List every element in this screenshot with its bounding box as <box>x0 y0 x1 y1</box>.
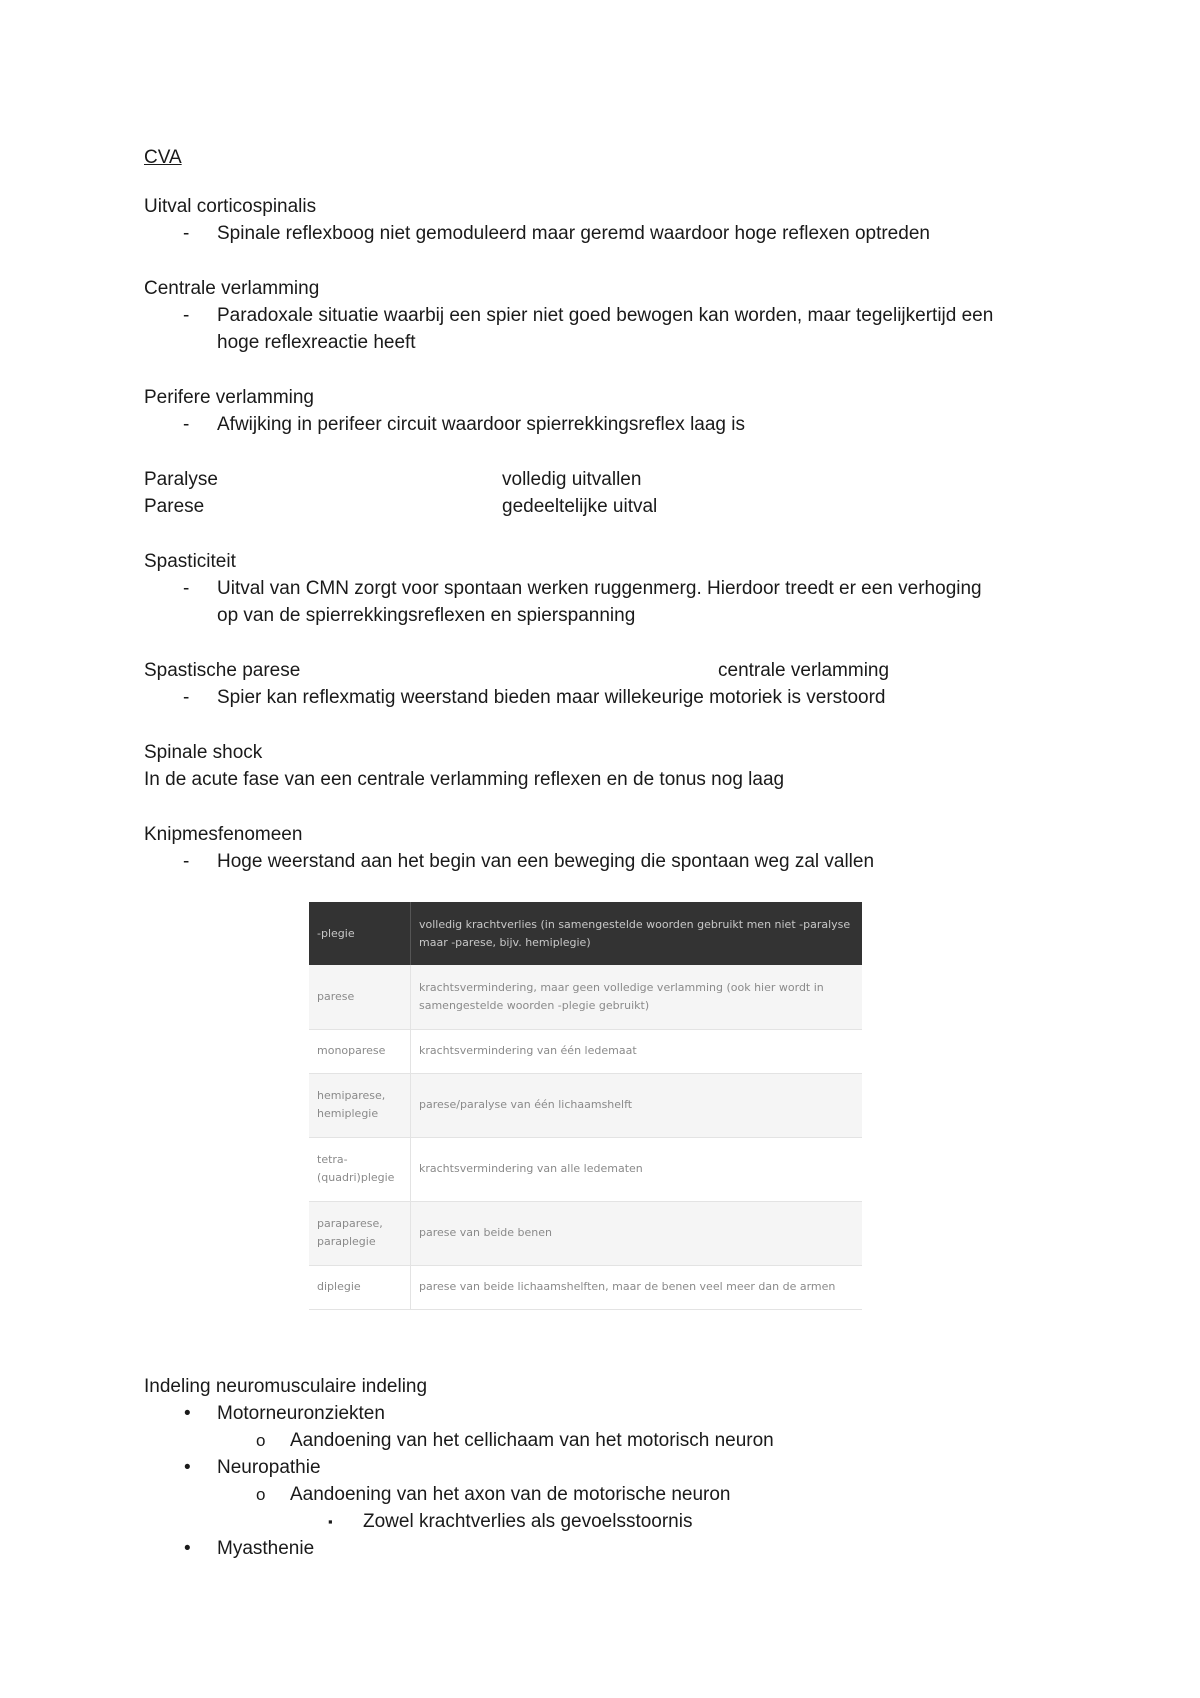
dash-marker: - <box>183 578 190 599</box>
bullet-marker: • <box>184 1457 191 1478</box>
table-cell: -plegie <box>309 902 411 965</box>
dash-marker: - <box>183 223 190 244</box>
list-item-continued: op van de spierrekkingsreflexen en spierspanning <box>217 605 636 626</box>
dash-marker: - <box>183 851 190 872</box>
list-item: Afwijking in perifeer circuit waardoor spierrekkingsreflex laag is <box>217 414 745 435</box>
table-cell: parese van beide lichaamshelften, maar de benen veel meer dan de armen <box>411 1265 863 1309</box>
dash-marker: - <box>183 687 190 708</box>
table-cell: tetra-(quadri)plegie <box>309 1137 411 1201</box>
table-cell: parese <box>309 965 411 1029</box>
table-cell: parese van beide benen <box>411 1201 863 1265</box>
definition-desc: volledig uitvallen <box>502 469 642 490</box>
sub-sub-bullet-marker: ▪ <box>328 1514 333 1529</box>
list-item: Neuropathie <box>217 1457 321 1478</box>
table-cell: paraparese, paraplegie <box>309 1201 411 1265</box>
page-title: CVA <box>144 147 182 168</box>
section-title: Uitval corticospinalis <box>144 196 317 217</box>
side-note: centrale verlamming <box>718 660 890 681</box>
bullet-marker: • <box>184 1538 191 1559</box>
section-title: Indeling neuromusculaire indeling <box>144 1376 428 1397</box>
sub-sub-list-item: Zowel krachtverlies als gevoelsstoornis <box>363 1511 693 1532</box>
list-item-continued: hoge reflexreactie heeft <box>217 332 416 353</box>
section-title: Centrale verlamming <box>144 278 320 299</box>
table-cell: krachtsvermindering van alle ledematen <box>411 1137 863 1201</box>
table-cell: parese/paralyse van één lichaamshelft <box>411 1073 863 1137</box>
table-row <box>309 1265 862 1309</box>
paragraph: In de acute fase van een centrale verlamming reflexen en de tonus nog laag <box>144 769 785 790</box>
list-item: Paradoxale situatie waarbij een spier niet goed bewogen kan worden, maar tegelijkertijd een <box>217 305 994 326</box>
table-row <box>309 1029 862 1073</box>
section-title: Spastische parese <box>144 660 301 681</box>
dash-marker: - <box>183 414 190 435</box>
section-title: Spasticiteit <box>144 551 236 572</box>
table-row <box>309 1201 862 1265</box>
table-row <box>309 965 862 1029</box>
table-cell: krachtsvermindering van één ledemaat <box>411 1029 863 1073</box>
section-title: Knipmesfenomeen <box>144 824 303 845</box>
table-cell: diplegie <box>309 1265 411 1309</box>
table-cell: krachtsvermindering, maar geen volledige verlamming (ook hier wordt in samengestelde woorden -plegie gebruikt) <box>411 965 863 1029</box>
sub-bullet-marker: o <box>256 1485 266 1504</box>
sub-list-item: Aandoening van het cellichaam van het motorisch neuron <box>290 1430 774 1451</box>
sub-list-item: Aandoening van het axon van de motorische neuron <box>290 1484 731 1505</box>
list-item: Motorneuronziekten <box>217 1403 385 1424</box>
table-row <box>309 1073 862 1137</box>
dash-marker: - <box>183 305 190 326</box>
table-row <box>309 1137 862 1201</box>
list-item: Myasthenie <box>217 1538 315 1559</box>
table-cell: monoparese <box>309 1029 411 1073</box>
list-item: Hoge weerstand aan het begin van een beweging die spontaan weg zal vallen <box>217 851 875 872</box>
list-item: Uitval van CMN zorgt voor spontaan werken ruggenmerg. Hierdoor treedt er een verhoging <box>217 578 982 599</box>
definition-term: Paralyse <box>144 469 218 490</box>
table-cell: volledig krachtverlies (in samengestelde woorden gebruikt men niet -paralyse maar -parese, bijv. hemiplegie) <box>411 902 863 965</box>
section-title: Perifere verlamming <box>144 387 314 408</box>
table-row <box>309 902 862 965</box>
bullet-marker: • <box>184 1403 191 1424</box>
definition-desc: gedeeltelijke uitval <box>502 496 658 517</box>
section-title: Spinale shock <box>144 742 263 763</box>
sub-bullet-marker: o <box>256 1431 266 1450</box>
list-item: Spier kan reflexmatig weerstand bieden maar willekeurige motoriek is verstoord <box>217 687 886 708</box>
definition-term: Parese <box>144 496 205 517</box>
list-item: Spinale reflexboog niet gemoduleerd maar geremd waardoor hoge reflexen optreden <box>217 223 930 244</box>
table-cell: hemiparese, hemiplegie <box>309 1073 411 1137</box>
terminology-table-image <box>309 902 862 1310</box>
